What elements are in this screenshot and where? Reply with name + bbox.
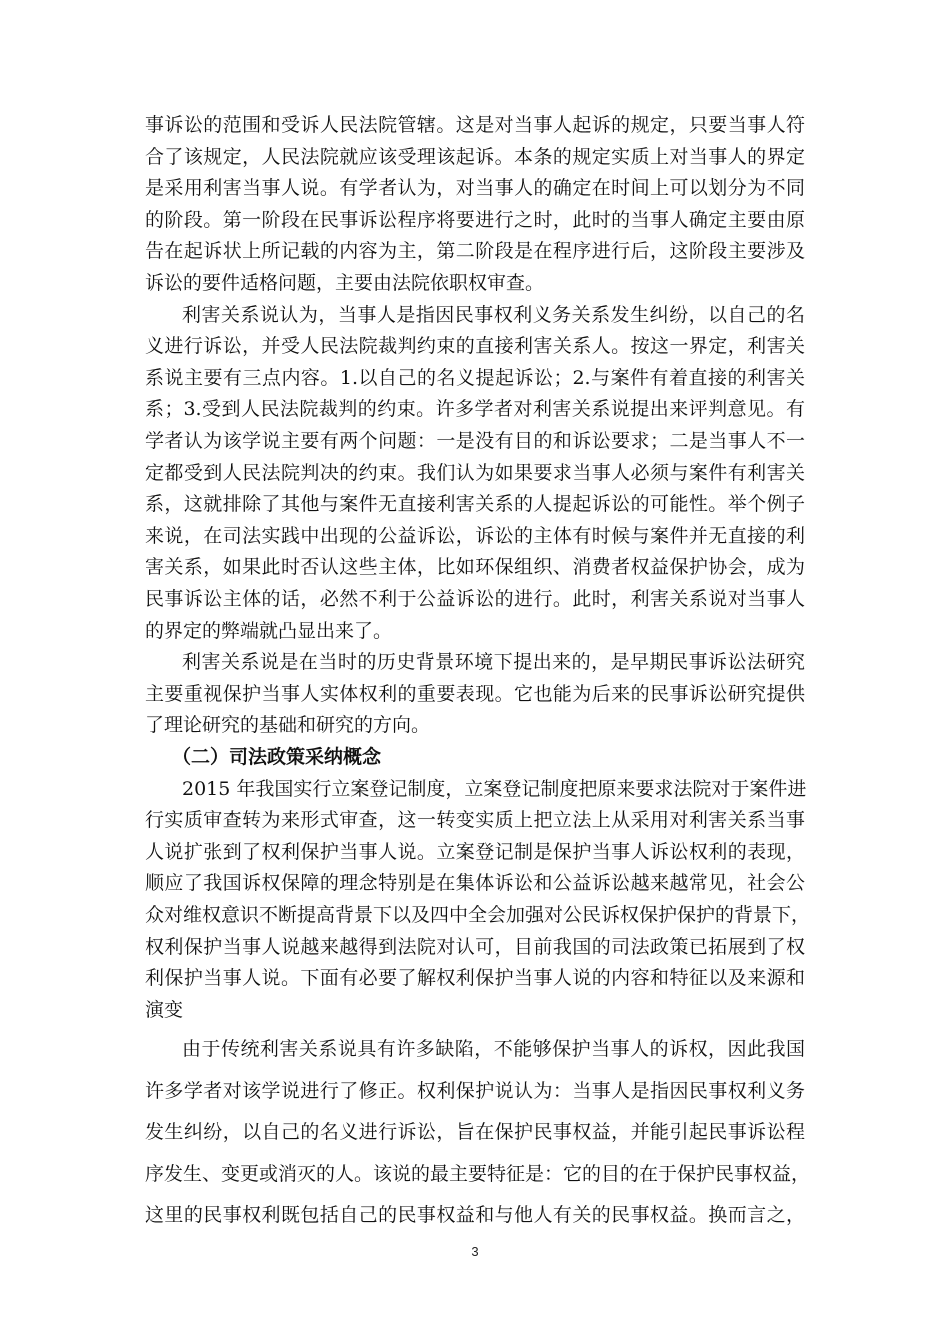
body-text-line: 的阶段。第一阶段在民事诉讼程序将要进行之时，此时的当事人确定主要由原 — [145, 209, 805, 231]
body-text-line: 行实质审查转为来形式审查，这一转变实质上把立法上从采用对利害关系当事 — [145, 809, 805, 831]
body-text-line: 利保护当事人说。下面有必要了解权利保护当事人说的内容和特征以及来源和 — [145, 967, 805, 989]
body-text-line: 事诉讼的范围和受诉人民法院管辖。这是对当事人起诉的规定，只要当事人符 — [145, 114, 805, 136]
body-text-line: 发生纠纷，以自己的名义进行诉讼，旨在保护民事权益，并能引起民事诉讼程 — [145, 1121, 805, 1143]
body-text-line: 是采用利害当事人说。有学者认为，对当事人的确定在时间上可以划分为不同 — [145, 177, 805, 199]
body-text-line: 系，这就排除了其他与案件无直接利害关系的人提起诉讼的可能性。举个例子 — [145, 493, 805, 515]
body-text-line: 了理论研究的基础和研究的方向。 — [145, 714, 431, 736]
body-text-line: 人说扩张到了权利保护当事人说。立案登记制是保护当事人诉讼权利的表现， — [145, 841, 805, 863]
page-number: 3 — [471, 1244, 479, 1259]
body-text-line: 来说，在司法实践中出现的公益诉讼，诉讼的主体有时候与案件并无直接的利 — [145, 525, 805, 547]
body-text-line: 诉讼的要件适格问题，主要由法院依职权审查。 — [145, 272, 545, 294]
section-heading: （二）司法政策采纳概念 — [172, 746, 382, 768]
body-text-line: 告在起诉状上所记载的内容为主，第二阶段是在程序进行后，这阶段主要涉及 — [145, 240, 805, 262]
body-text-line: 众对维权意识不断提高背景下以及四中全会加强对公民诉权保护保护的背景下， — [145, 904, 811, 926]
paragraph-first-line: 2015 年我国实行立案登记制度，立案登记制度把原来要求法院对于案件进 — [182, 778, 807, 800]
paragraph-first-line: 由于传统利害关系说具有许多缺陷，不能够保护当事人的诉权，因此我国 — [182, 1038, 805, 1060]
paragraph-first-line: 利害关系说是在当时的历史背景环境下提出来的，是早期民事诉讼法研究 — [182, 651, 805, 673]
body-text-line: 的界定的弊端就凸显出来了。 — [145, 620, 393, 642]
body-text-line: 演变 — [145, 999, 184, 1021]
body-text-line: 序发生、变更或消灭的人。该说的最主要特征是：它的目的在于保护民事权益， — [145, 1163, 811, 1185]
body-text-line: 定都受到人民法院判决的约束。我们认为如果要求当事人必须与案件有利害关 — [145, 462, 805, 484]
paragraph-first-line: 利害关系说认为，当事人是指因民事权利义务关系发生纠纷，以自己的名 — [182, 304, 805, 326]
body-text-line: 系；3.受到人民法院裁判的约束。许多学者对利害关系说提出来评判意见。有 — [145, 398, 805, 420]
body-text-line: 主要重视保护当事人实体权利的重要表现。它也能为后来的民事诉讼研究提供 — [145, 683, 805, 705]
body-text-line: 系说主要有三点内容。1.以自己的名义提起诉讼；2.与案件有着直接的利害关 — [145, 367, 805, 389]
body-text-line: 民事诉讼主体的话，必然不利于公益诉讼的进行。此时，利害关系说对当事人 — [145, 588, 805, 610]
body-text-line: 顺应了我国诉权保障的理念特别是在集体诉讼和公益诉讼越来越常见，社会公 — [145, 872, 805, 894]
body-text-line: 害关系，如果此时否认这些主体，比如环保组织、消费者权益保护协会，成为 — [145, 556, 805, 578]
body-text-line: 权利保护当事人说越来越得到法院对认可，目前我国的司法政策已拓展到了权 — [145, 936, 805, 958]
body-text-line: 这里的民事权利既包括自己的民事权益和与他人有关的民事权益。换而言之， — [145, 1204, 805, 1226]
body-text-line: 学者认为该学说主要有两个问题：一是没有目的和诉讼要求；二是当事人不一 — [145, 430, 805, 452]
body-text-line: 义进行诉讼，并受人民法院裁判约束的直接利害关系人。按这一界定，利害关 — [145, 335, 805, 357]
body-text-line: 许多学者对该学说进行了修正。权利保护说认为：当事人是指因民事权利义务 — [145, 1080, 805, 1102]
body-text-line: 合了该规定，人民法院就应该受理该起诉。本条的规定实质上对当事人的界定 — [145, 146, 805, 168]
